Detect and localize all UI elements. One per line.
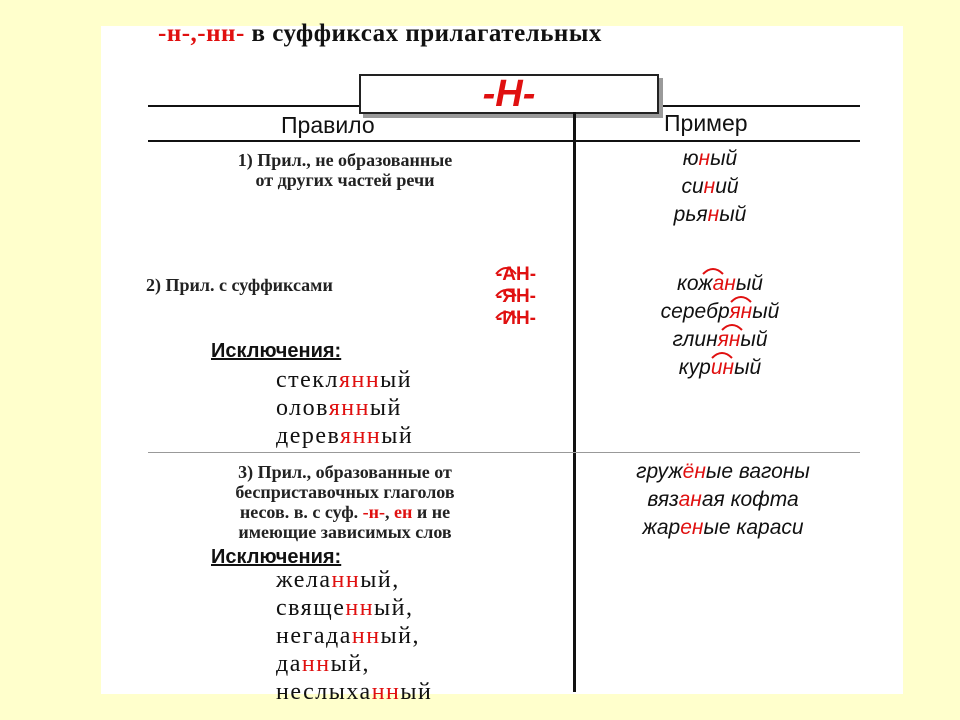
rule2-text: 2) Прил. с суффиксами bbox=[146, 275, 333, 295]
rule3-line2: бесприставочных глаголов bbox=[235, 482, 455, 502]
rule2-example-3: глиняный bbox=[672, 328, 768, 351]
rule3-line3: несов. в. с суф. -н-, ен и не bbox=[239, 502, 451, 522]
rule3-example-3: жареные караси bbox=[642, 516, 804, 539]
rule3-exception-1: желанный, bbox=[276, 567, 400, 593]
example-arc-3 bbox=[722, 325, 742, 330]
rule2-example-2: серебряный bbox=[660, 300, 780, 323]
suffix-arc-in bbox=[496, 312, 516, 318]
column-header-example: Пример bbox=[664, 110, 748, 136]
suffix-yan: -ЯН- bbox=[495, 286, 537, 307]
rule3-examples bbox=[598, 458, 848, 542]
rule2-exception-3: деревянный bbox=[276, 423, 414, 449]
rule3-text bbox=[150, 462, 540, 542]
rule3-exception-3: негаданный, bbox=[276, 623, 421, 649]
example-arc-1 bbox=[703, 269, 723, 274]
header-bottom-divider bbox=[148, 140, 860, 142]
rule2-example-1: кожаный bbox=[677, 272, 763, 295]
rule3-suffix-en: ен bbox=[394, 502, 413, 522]
rule2-exceptions bbox=[276, 366, 413, 450]
rule1-line1: 1) Прил., не образованные bbox=[237, 150, 453, 170]
rule3-example-2: вязаная кофта bbox=[647, 488, 799, 511]
rule3-exceptions-label: Исключения: bbox=[211, 546, 342, 568]
rule3-exception-2: священный, bbox=[276, 595, 414, 621]
example-arc-2 bbox=[731, 297, 751, 302]
rule3-line4: имеющие зависимых слов bbox=[238, 522, 452, 542]
title-suffixes: -н-,-нн- bbox=[158, 20, 245, 47]
page-title bbox=[158, 20, 878, 50]
rule3-line1: 3) Прил., образованные от bbox=[238, 462, 452, 482]
rule3-example-1: гружёные вагоны bbox=[636, 460, 810, 483]
rule3-exception-5: неслыханный bbox=[276, 679, 433, 705]
rule2-exception-1: стеклянный bbox=[276, 367, 413, 393]
rule1-text bbox=[150, 150, 540, 190]
rule1-example-2: синий bbox=[681, 175, 739, 198]
suffix-in: -ИН- bbox=[495, 308, 537, 329]
section-label: -Н- bbox=[482, 73, 536, 115]
rule3-exception-4: данный, bbox=[276, 651, 371, 677]
suffix-arc-an bbox=[496, 268, 516, 274]
rule2-exception-2: оловянный bbox=[276, 395, 402, 421]
rule1-example-1: юный bbox=[682, 147, 738, 170]
rule1-examples bbox=[620, 145, 800, 229]
rule3-exceptions bbox=[276, 566, 432, 706]
rule-separator bbox=[148, 452, 860, 453]
column-divider bbox=[573, 112, 576, 692]
rule1-example-3: рьяный bbox=[673, 203, 747, 226]
column-header-rule: Правило bbox=[281, 112, 375, 138]
example-arc-marks bbox=[620, 262, 820, 382]
rule1-line2: от других частей речи bbox=[255, 170, 435, 190]
rule2-example-4: куриный bbox=[678, 356, 762, 379]
suffix-arc-yan bbox=[496, 290, 516, 296]
suffix-arc-marks bbox=[476, 258, 556, 338]
rule2-exceptions-label: Исключения: bbox=[211, 340, 342, 362]
suffix-an: -АН- bbox=[495, 264, 537, 285]
example-arc-4 bbox=[712, 353, 732, 358]
rule3-suffix-n: -н- bbox=[362, 502, 386, 522]
title-text: в суффиксах прилагательных bbox=[251, 20, 602, 47]
section-label-box bbox=[359, 74, 659, 114]
